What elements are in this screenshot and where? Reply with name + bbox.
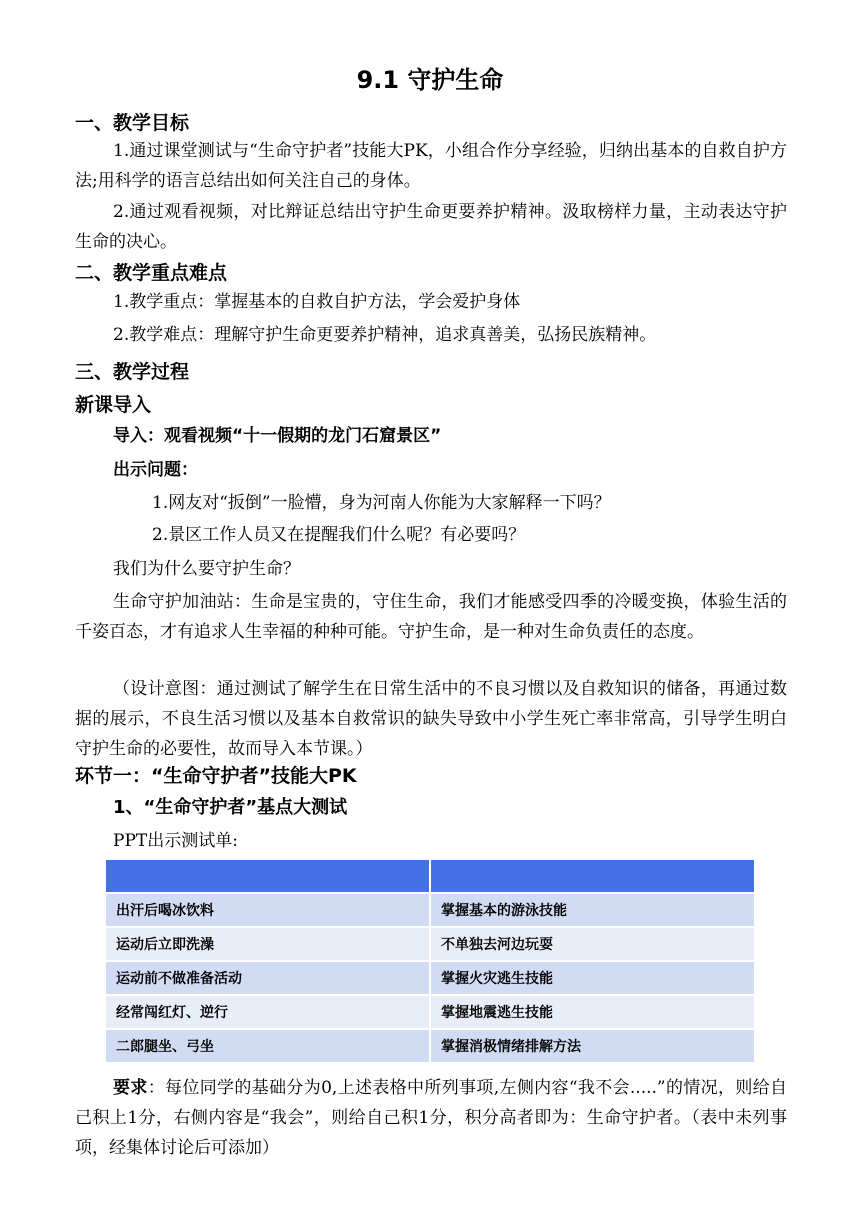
page-title: 9.1 守护生命 — [356, 66, 504, 94]
goals-paragraph-2: 2.通过观看视频，对比辩证总结出守护生命更要养护精神。汲取榜样力量，主动表达守护生命的决心。 — [75, 202, 787, 252]
section-heading-key: 二、教学重点难点 — [75, 262, 228, 284]
requirement-label: 要求 — [113, 1078, 148, 1098]
part1-subheading: 1、“生命守护者”基点大测试 — [113, 797, 348, 818]
table-cell-right: 掌握基本的游泳技能 — [431, 894, 754, 926]
part1-heading: 环节一：“生命守护者”技能大PK — [75, 765, 357, 787]
question-2: 2.景区工作人员又在提醒我们什么呢？有必要吗？ — [152, 525, 526, 545]
table-cell-right: 不单独去河边玩耍 — [431, 928, 754, 960]
table-cell-left: 运动前不做准备活动 — [106, 962, 429, 994]
question-1: 1.网友对“扳倒”一脸懵，身为河南人你能为大家解释一下吗？ — [152, 493, 611, 513]
table-header-cell-right — [431, 860, 754, 892]
requirement-paragraph — [75, 1073, 787, 1163]
table-cell-left: 二郎腿坐、弓坐 — [106, 1030, 429, 1062]
difficulty-line: 2.教学难点：理解守护生命更要养护精神，追求真善美，弘扬民族精神。 — [113, 325, 657, 345]
question-label: 出示问题： — [113, 460, 198, 480]
table-header-row — [106, 860, 754, 892]
section-heading-goals: 一、教学目标 — [75, 112, 190, 134]
table-row — [106, 996, 754, 1028]
table-row — [106, 928, 754, 960]
table-row — [106, 894, 754, 926]
station-paragraph: 生命守护加油站：生命是宝贵的，守住生命，我们才能感受四季的冷暖变换，体验生活的千姿百态，才有追求人生幸福的种种可能。守护生命，是一种对生命负责任的态度。 — [75, 592, 787, 642]
table-cell-right: 掌握消极情绪排解方法 — [431, 1030, 754, 1062]
why-question: 我们为什么要守护生命？ — [113, 559, 300, 579]
table-header-cell-left — [106, 860, 429, 892]
intro-line: 导入：观看视频“十一假期的龙门石窟景区” — [113, 426, 442, 446]
ppt-line: PPT出示测试单: — [113, 831, 238, 851]
table-cell-left: 运动后立即洗澡 — [106, 928, 429, 960]
table-cell-left: 出汗后喝冰饮料 — [106, 894, 429, 926]
table-row — [106, 962, 754, 994]
table-row — [106, 1030, 754, 1062]
table-cell-right: 掌握火灾逃生技能 — [431, 962, 754, 994]
table-cell-left: 经常闯红灯、逆行 — [106, 996, 429, 1028]
requirement-text: ：每位同学的基础分为0,上述表格中所列事项,左侧内容“我不会.....”的情况，则给自己积上1分，右侧内容是“我会”，则给自己积1分，积分高者即为：生命守护者。（表中未列事项，经集体讨论后可添加） — [75, 1078, 787, 1158]
table-cell-right: 掌握地震逃生技能 — [431, 996, 754, 1028]
key-point-line: 1.教学重点：掌握基本的自救自护方法，学会爱护身体 — [113, 292, 521, 312]
section-heading-process: 三、教学过程 — [75, 361, 190, 383]
goals-paragraph-1: 1.通过课堂测试与“生命守护者”技能大PK，小组合作分享经验，归纳出基本的自救自护方法;用科学的语言总结出如何关注自己的身体。 — [75, 141, 787, 191]
intro-heading: 新课导入 — [75, 394, 152, 416]
design-intent-paragraph: （设计意图：通过测试了解学生在日常生活中的不良习惯以及自救知识的储备，再通过数据的展示，不良生活习惯以及基本自救常识的缺失导致中小学生死亡率非常高，引导学生明白守护生命的必要性，故而导入本节课。） — [75, 679, 787, 759]
test-table — [104, 858, 756, 1064]
